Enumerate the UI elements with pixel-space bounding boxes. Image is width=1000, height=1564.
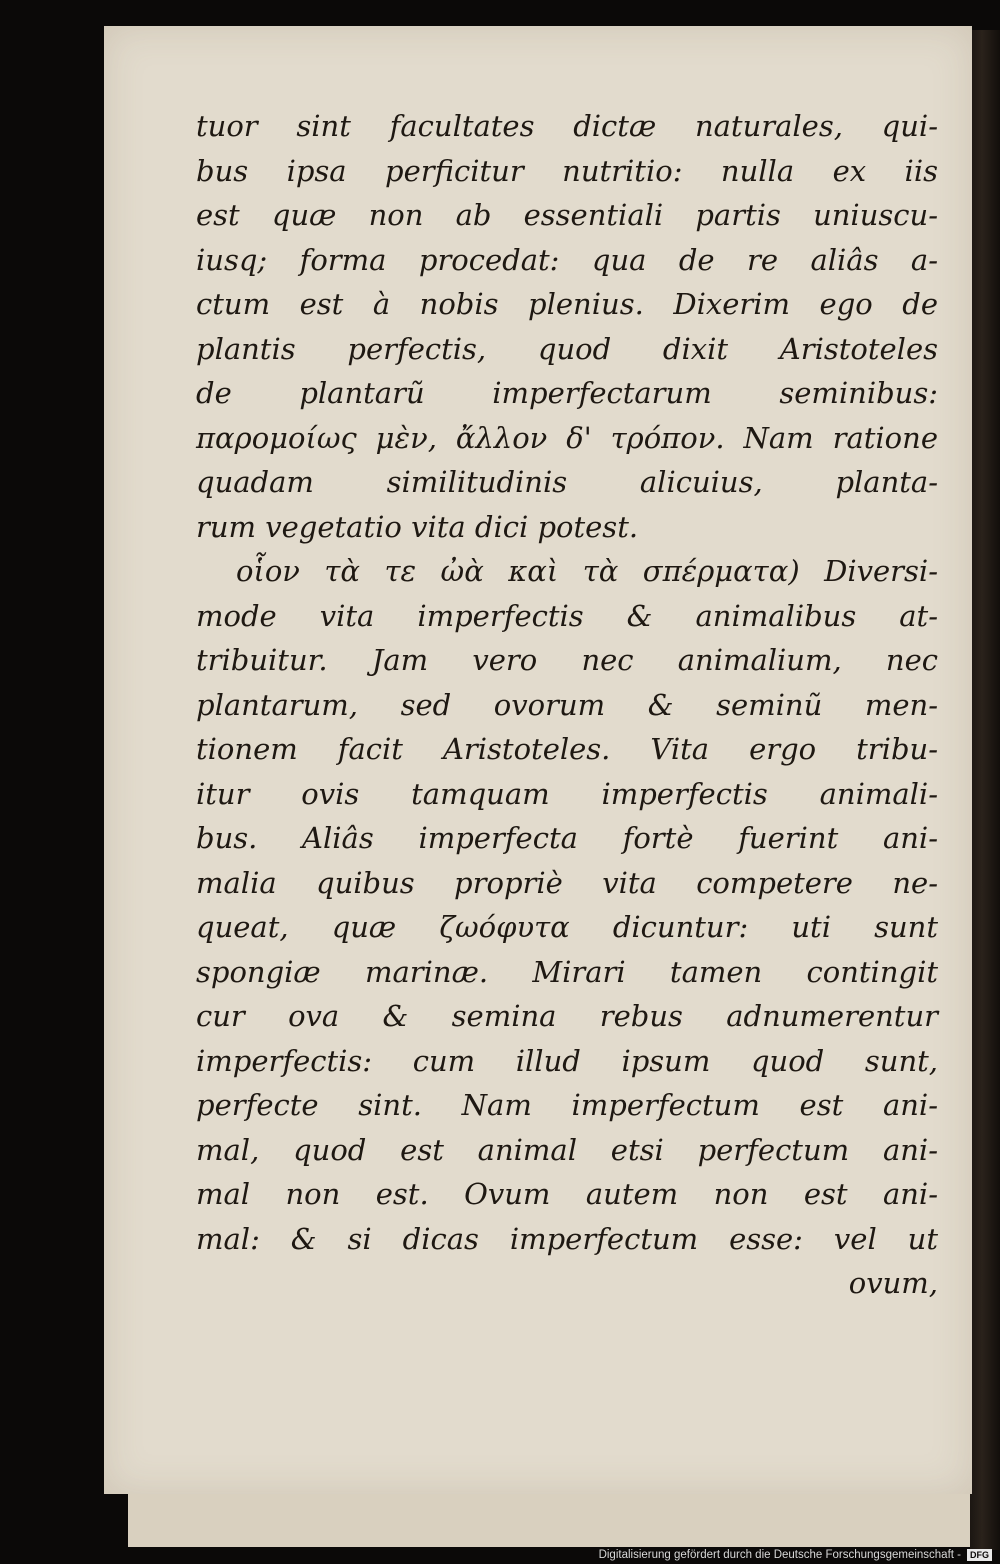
text-line: est quæ non ab essentiali partis uniuscu- <box>196 198 938 232</box>
text-line: cur ova & semina rebus adnumerentur <box>196 999 938 1033</box>
text-line: itur ovis tamquam imperfectis animali- <box>196 776 938 811</box>
text-line: mal non est. Ovum autem non est ani- <box>196 1177 938 1211</box>
text-line: quadam similitudinis alicuius, planta- <box>196 465 938 499</box>
catchword: ovum, <box>848 1266 938 1300</box>
underlying-page-edge <box>128 1488 970 1547</box>
text-line: plantarum, sed ovorum & seminũ men- <box>196 687 938 722</box>
text-line: mal, quod est animal etsi perfectum ani- <box>196 1132 938 1167</box>
text-line: iusq; forma procedat: qua de re aliâs a- <box>196 242 938 277</box>
text-line: perfecte sint. Nam imperfectum est ani- <box>196 1088 938 1122</box>
text-line: bus ipsa perficitur nutritio: nulla ex iis <box>196 153 938 188</box>
text-line: imperfectis: cum illud ipsum quod sunt, <box>196 1043 938 1078</box>
text-line: tribuitur. Jam vero nec animalium, nec <box>196 643 938 677</box>
page-text <box>196 104 938 1306</box>
dfg-logo: DFG <box>967 1549 992 1561</box>
text-line: mode vita imperfectis & animalibus at- <box>196 598 938 633</box>
book-edge <box>970 30 1000 1550</box>
text-line: παρομοίως μὲν, ἄλλον δ' τρόπον. Nam ratione <box>196 420 938 455</box>
text-line: rum vegetatio vita dici potest. <box>196 509 639 544</box>
text-line: οἷον τὰ τε ὠὰ καὶ τὰ σπέρματα) Diversi- <box>236 554 938 588</box>
text-line: malia quibus propriè vita competere ne- <box>196 865 938 900</box>
funding-credit: Digitalisierung gefördert durch die Deutsche Forschungsgemeinschaft - <box>598 1549 961 1561</box>
text-line: tuor sint facultates dictæ naturales, qui- <box>196 109 938 143</box>
text-line: bus. Aliâs imperfecta fortè fuerint ani- <box>196 821 938 855</box>
digitization-footer <box>0 1546 1000 1564</box>
text-line: queat, quæ ζωόφυτα dicuntur: uti sunt <box>196 910 938 944</box>
text-line: spongiæ marinæ. Mirari tamen contingit <box>196 954 938 989</box>
text-line: plantis perfectis, quod dixit Aristoteles <box>196 331 938 366</box>
text-line: de plantarũ imperfectarum seminibus: <box>196 376 938 410</box>
text-line: tionem facit Aristoteles. Vita ergo tribu- <box>196 732 938 766</box>
text-line: ctum est à nobis plenius. Dixerim ego de <box>196 287 938 321</box>
text-line: mal: & si dicas imperfectum esse: vel ut <box>196 1221 938 1256</box>
